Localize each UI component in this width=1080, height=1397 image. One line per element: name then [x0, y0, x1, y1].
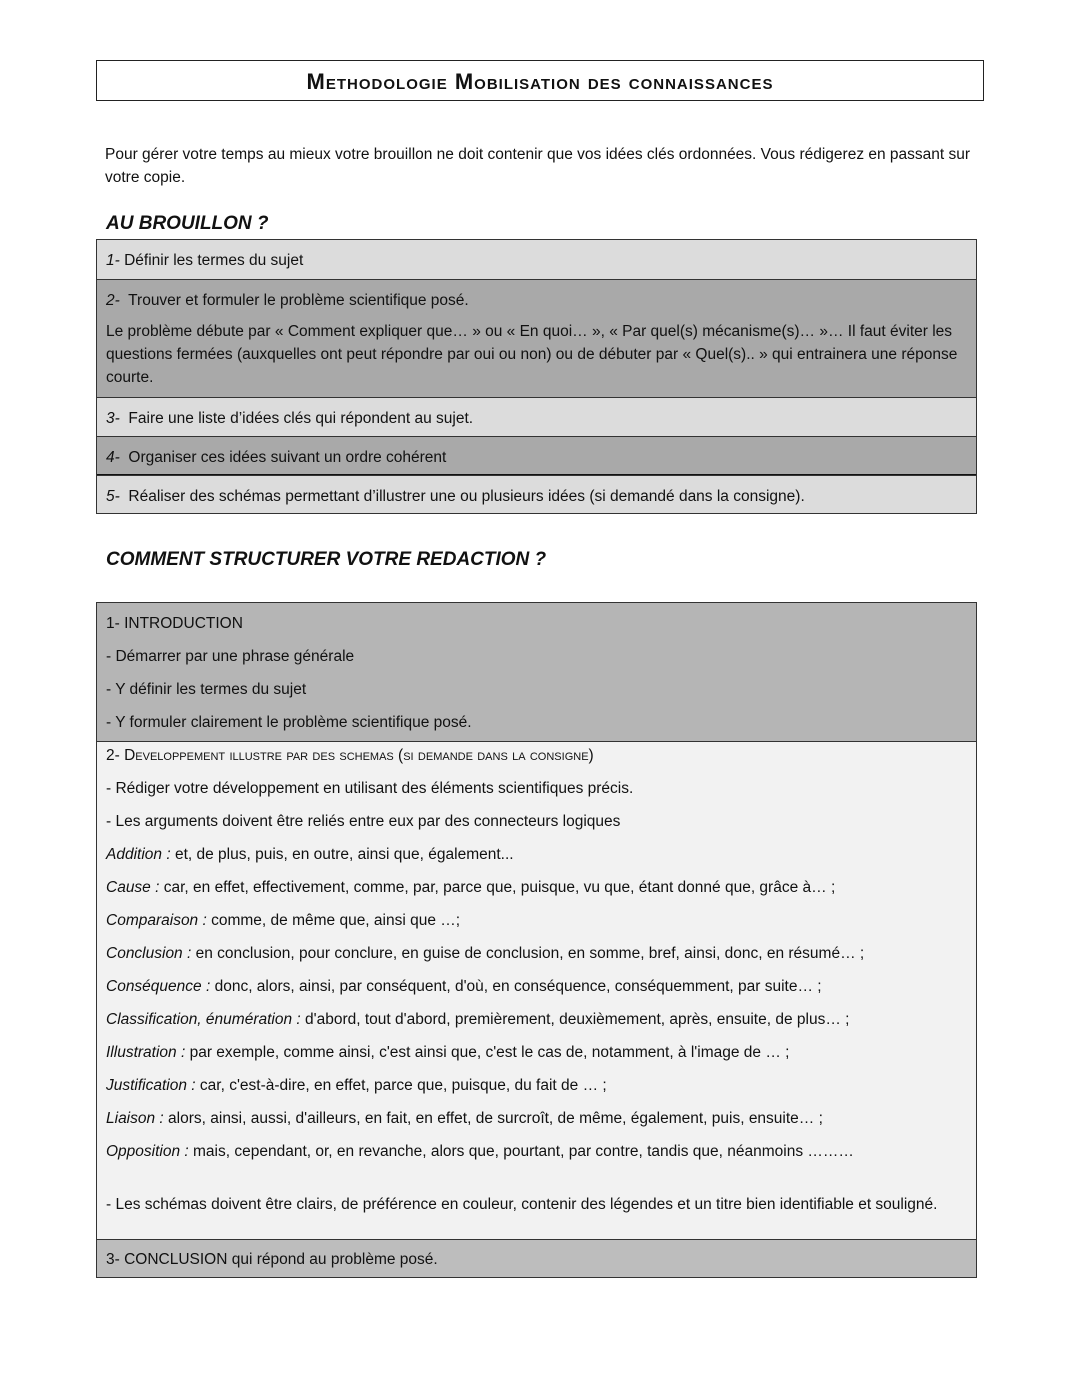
- conclusion-title: 3- CONCLUSION: [106, 1251, 228, 1268]
- brouillon-table: [96, 239, 977, 514]
- list-item: - Y définir les termes du sujet: [106, 681, 307, 698]
- connector-words: donc, alors, ainsi, par conséquent, d'où, en conséquence, conséquemment, par suite… ;: [210, 978, 822, 995]
- section-heading-brouillon: AU BROUILLON ?: [106, 213, 269, 234]
- list-item: - Y formuler clairement le problème scientifique posé.: [106, 714, 472, 731]
- schemas-note: - Les schémas doivent être clairs, de préférence en couleur, contenir des légendes et un titre bien identifiable et souligné.: [106, 1196, 938, 1213]
- connector-words: d'abord, tout d'abord, premièrement, deuxièmement, après, ensuite, de plus… ;: [300, 1011, 850, 1028]
- section-heading-structure: COMMENT STRUCTURER VOTRE REDACTION ?: [106, 549, 547, 570]
- step-number: 2-: [106, 292, 120, 309]
- step-detail: Le problème débute par « Comment expliquer que… » ou « En quoi… », « Par quel(s) mécanisme(s)… »… Il faut éviter les questions fermées (auxquelles ont peut répondre par oui ou non) ou de débuter par « Quel(s).. » qui entrainera une réponse courte.: [106, 323, 958, 386]
- connector-line: [106, 1044, 967, 1077]
- connector-category: Justification :: [106, 1077, 196, 1094]
- list-item: - Les arguments doivent être reliés entre eux par des connecteurs logiques: [106, 813, 621, 830]
- connector-category: Classification, énumération :: [106, 1011, 301, 1028]
- page-title: Methodologie Mobilisation des connaissances: [96, 60, 984, 101]
- connector-category: Conséquence :: [106, 978, 211, 995]
- connector-category: Comparaison :: [106, 912, 207, 929]
- list-item: - Rédiger votre développement en utilisant des éléments scientifiques précis.: [106, 780, 634, 797]
- connector-line: [106, 1110, 967, 1143]
- step-row: [97, 240, 976, 279]
- connector-category: Addition :: [106, 846, 171, 863]
- connector-words: mais, cependant, or, en revanche, alors que, pourtant, par contre, tandis que, néanmoins ………: [188, 1143, 854, 1160]
- list-item: - Démarrer par une phrase générale: [106, 648, 355, 665]
- step-text: Organiser ces idées suivant un ordre cohérent: [128, 449, 447, 466]
- connector-words: car, c'est-à-dire, en effet, parce que, puisque, du fait de … ;: [195, 1077, 607, 1094]
- connector-line: [106, 879, 967, 912]
- conclusion-row: [97, 1239, 976, 1277]
- connector-category: Cause :: [106, 879, 160, 896]
- step-number: 1-: [106, 252, 120, 269]
- step-number: 5-: [106, 488, 120, 505]
- step-row: [97, 436, 976, 475]
- connector-line: [106, 846, 967, 879]
- introduction-row: [97, 603, 976, 741]
- step-number: 3-: [106, 410, 120, 427]
- connector-words: car, en effet, effectivement, comme, par, parce que, puisque, vu que, étant donné que, grâce à… ;: [159, 879, 836, 896]
- connectors-list: [106, 846, 967, 1176]
- connector-line: [106, 1077, 967, 1110]
- intro-paragraph: Pour gérer votre temps au mieux votre brouillon ne doit contenir que vos idées clés ordonnées. Vous rédigerez en passant sur votre copie.: [105, 146, 971, 186]
- connector-category: Opposition :: [106, 1143, 189, 1160]
- step-text: Définir les termes du sujet: [124, 252, 304, 269]
- step-number: 4-: [106, 449, 120, 466]
- connector-words: par exemple, comme ainsi, c'est ainsi que, c'est le cas de, notamment, à l'image de … ;: [185, 1044, 790, 1061]
- development-title: 2- Developpement illustre par des schemas (si demande dans la consigne): [106, 747, 594, 764]
- connector-words: et, de plus, puis, en outre, ainsi que, également...: [170, 846, 514, 863]
- development-row: [97, 741, 976, 1239]
- step-row: [97, 279, 976, 397]
- connector-words: en conclusion, pour conclure, en guise de conclusion, en somme, bref, ainsi, donc, en résumé… ;: [191, 945, 865, 962]
- step-text: Faire une liste d’idées clés qui répondent au sujet.: [128, 410, 474, 427]
- connector-line: [106, 945, 967, 978]
- step-text: Réaliser des schémas permettant d’illustrer une ou plusieurs idées (si demandé dans la consigne).: [128, 488, 805, 505]
- connector-line: [106, 978, 967, 1011]
- structure-table: [96, 602, 977, 1278]
- conclusion-text: qui répond au problème posé.: [227, 1251, 438, 1268]
- connector-words: alors, ainsi, aussi, d'ailleurs, en fait, en effet, de surcroît, de même, également, puis, ensuite… ;: [163, 1110, 823, 1127]
- step-row: [97, 397, 976, 436]
- connector-line: [106, 912, 967, 945]
- connector-words: comme, de même que, ainsi que …;: [206, 912, 461, 929]
- step-text: Trouver et formuler le problème scientifique posé.: [128, 292, 469, 309]
- connector-category: Illustration :: [106, 1044, 186, 1061]
- connector-line: [106, 1011, 967, 1044]
- connector-category: Liaison :: [106, 1110, 164, 1127]
- connector-category: Conclusion :: [106, 945, 192, 962]
- step-row: [97, 475, 976, 513]
- introduction-title: 1- INTRODUCTION: [106, 615, 243, 632]
- connector-line: [106, 1143, 967, 1176]
